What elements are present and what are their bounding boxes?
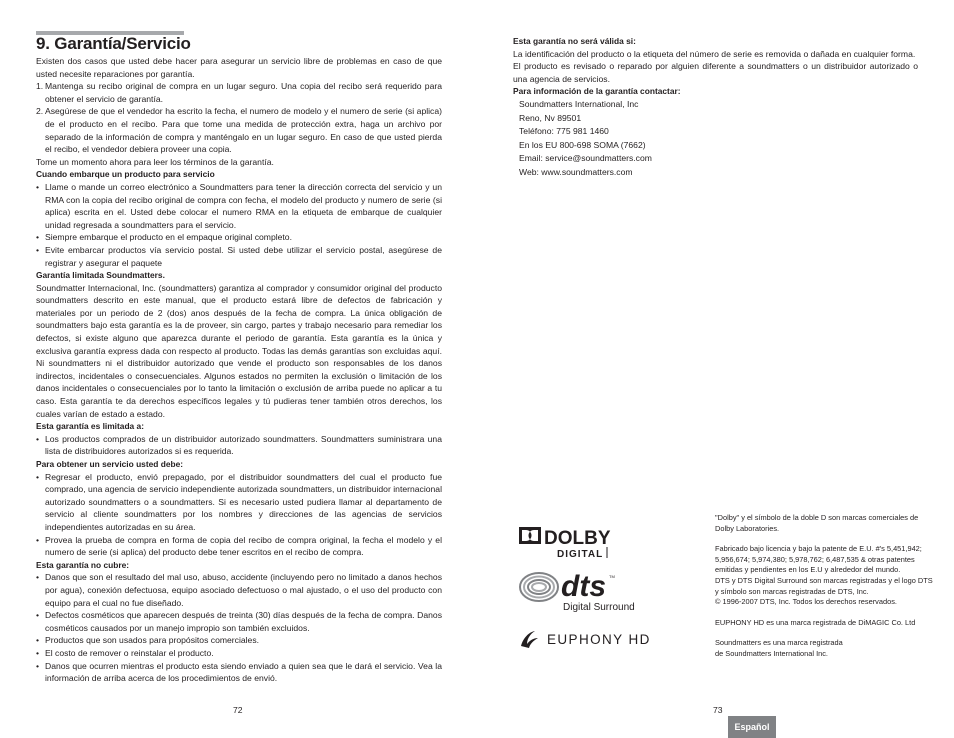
dolby-note: "Dolby" y el símbolo de la doble D son marcas comerciales de Dolby Laboratories. [715, 513, 919, 533]
euphony-note: EUPHONY HD es una marca registrada de DiMAGIC Co. Ltd [715, 617, 916, 627]
obtain-service-heading: Para obtener un servicio usted debe: [36, 459, 184, 469]
invalid-text-2: El producto es revisado o reparado por alguien diferente a soundmatters o un distribuidor autorizado o una agencia de servicios. [513, 61, 918, 84]
numbered-item: 1. Mantenga su recibo original de compra en un lugar seguro. Una copia del recibo será requerido para obtener el servicio de garantía. [36, 81, 442, 104]
ship-list [36, 181, 442, 269]
contact-address [513, 98, 918, 180]
language-tab: Español [728, 716, 776, 738]
validity-contact-column [513, 35, 918, 180]
intro-paragraph: Existen dos casos que usted debe hacer para asegurar un servicio libre de problemas en caso de que usted necesite reparaciones por garantía. [36, 56, 442, 79]
obtain-service-list [36, 471, 442, 559]
limited-to-list [36, 433, 442, 458]
euphony-wing-icon [521, 631, 538, 648]
page-number-right: 73 [713, 705, 723, 715]
page-number-left: 72 [233, 705, 243, 715]
list-item: • Danos que son el resultado del mal uso, abuso, accidente (incluyendo pero no limitado a danos hechos por agua), conexión defectuosa, equipo asociado defectuoso o mal ajustado, o el uso del producto con equipo para el cual no fue diseñado. [36, 571, 442, 609]
invalid-text-1: La identificación del producto o la etiqueta del número de serie es removida o dañada en cualquier forma. [513, 48, 916, 59]
list-item: • El costo de remover o reinstalar el producto. [36, 647, 442, 660]
dolby-digital-logo [519, 527, 611, 560]
contact-line: En los EU 800-698 SOMA (7662) [519, 139, 646, 150]
dts-wordmark: dts [561, 570, 606, 603]
contact-heading: Para información de la garantía contactar: [513, 86, 681, 97]
contact-email: Email: service@soundmatters.com [519, 153, 652, 164]
limited-to-heading: Esta garantía es limitada a: [36, 421, 144, 432]
list-item: • Llame o mande un correo electrónico a Soundmatters para tener la dirección correcta del servicio y un RMA con la copia del recibo original de compra con fecha, el modelo del producto y numero de serie (si aplica) escrita en el. Usted debe colocar el numero RMA en la etiqueta de embarque de cualquier unidad regresada a soundmatters para el servicio. [36, 181, 442, 231]
contact-line: Teléfono: 775 981 1460 [519, 126, 609, 137]
list-item: • Regresar el producto, envió prepagado, por el distribuidor soundmatters del cual el producto fue comprado, una agencia de servicio independiente autorizada soundmatters, un distribuidor internacional autorizado soundmatters o a soundmatters. Si es necesario usted pudiera llamar al departamento de servicio al cliente soundmatters por los nombres y direcciones de las agencias de servicios independientes autorizadas en su área. [36, 471, 442, 534]
list-item: • Danos que ocurren mientras el producto esta siendo enviado a quien sea que le dará el servicio. Vea la información de arriba acerca de los procedimientos de envió. [36, 660, 442, 685]
logos-group [517, 520, 667, 660]
limited-warranty-text: Soundmatter Internacional, Inc. (soundmatters) garantiza al comprador y consumidor original del producto soundmatters descrito en este manual, que el producto estará libre de defectos de fabricación y materiales por un periodo de 2 (dos) anos después de la fecha de compra. La única obligación de soundmatters bajo esta garantía es la de proveer, sin cargo, partes y trabajo necesario para remediar los defectos, si existe alguno que aparezca durante el periodo de garantía. Esta garantía es la única y exclusiva garantía express dada con respecto al producto. Todas las demás garantías son excluidas aquí. Ni soundmatters ni el distribuidor autorizado que vende el producto son responsables de los danos indirectos, incidentales o consecuenciales. Algunos estados no permiten la exclusión o limitación de los danos incidentales o consecuenciales por lo tanto la limitación o exclusión de arriba puede no aplicar a tu caso. Esta garantía te da derechos específicos legales y tú pudieras tener también otros derechos, los cuales varían de estado a estado. [36, 282, 442, 419]
euphony-wordmark: EUPHONY HD [547, 632, 651, 647]
contact-line: Reno, Nv 89501 [519, 112, 582, 123]
dts-tm: TM [609, 574, 615, 579]
list-item: • Defectos cosméticos que aparecen después de treinta (30) días después de la fecha de compra. Danos cosméticos causados por un manejo impropio son también excluidos. [36, 609, 442, 634]
list-item: • Productos que son usados para propósitos comerciales. [36, 634, 442, 647]
not-covered-list [36, 571, 442, 684]
not-covered-heading: Esta garantía no cubre: [36, 559, 130, 570]
read-terms-line: Tome un momento ahora para leer los términos de la garantía. [36, 156, 274, 167]
page-title: 9. Garantía/Servicio [36, 34, 191, 53]
limited-warranty-heading: Garantía limitada Soundmatters. [36, 270, 165, 281]
list-item: • Siempre embarque el producto en el empaque original completo. [36, 231, 442, 244]
list-item: • Los productos comprados de un distribuidor autorizado soundmatters. Soundmatters suministrara una lista de distribuidores autorizados si es requerida. [36, 433, 442, 458]
dts-note: Fabricado bajo licencia y bajo la patente de E.U. #'s 5,451,942; 5,956,674; 5,974,380; 5,978,762; 6,487,535 & otras patentes emitidas y pendientes en los E.U y alrededor del mundo. DTS y DTS Digital Surround son marcas registradas y el logo DTS y símbolo son marcas registradas de DTS, Inc. © 1996-2007 DTS, Inc. Todos los derechos reservados. [715, 544, 933, 607]
list-item: • Evite embarcar productos vía servicio postal. Si usted debe utilizar el servicio postal, asegúrese de registrar y asegurar el paquete [36, 244, 442, 269]
numbered-item: 2. Asegúrese de que el vendedor ha escrito la fecha, el numero de modelo y el numero de serie (si aplica) de el producto en el recibo. Para que tome una medida de protección extra, haga un archivo por separado de la información de compra y manténgalo en un lugar seguro. En caso de que usted pierda el recibo, el vendedor debiera proveer una copia. [36, 106, 442, 155]
contact-web: Web: www.soundmatters.com [519, 166, 633, 177]
dts-logo [520, 570, 635, 613]
invalid-heading: Esta garantía no será válida si: [513, 36, 636, 46]
ship-heading: Cuando embarque un producto para servicio [36, 169, 215, 180]
contact-line: Soundmatters International, Inc [519, 98, 639, 109]
dts-digital-surround: Digital Surround [563, 602, 635, 613]
numbered-list [36, 80, 442, 156]
trademark-notes [715, 513, 937, 670]
warranty-text-column [36, 55, 442, 685]
right-page [477, 0, 954, 738]
dolby-wordmark: DOLBY [544, 528, 611, 549]
dolby-digital-wordmark: DIGITAL [557, 549, 604, 560]
soundmatters-note: Soundmatters es una marca registrada de Soundmatters International Inc. [715, 638, 843, 658]
euphony-hd-logo [521, 631, 651, 648]
list-item: • Provea la prueba de compra en forma de copia del recibo de compra original, la fecha el modelo y el numero de serie (si aplica) del producto debe tener escritos en el recibo de compra. [36, 534, 442, 559]
